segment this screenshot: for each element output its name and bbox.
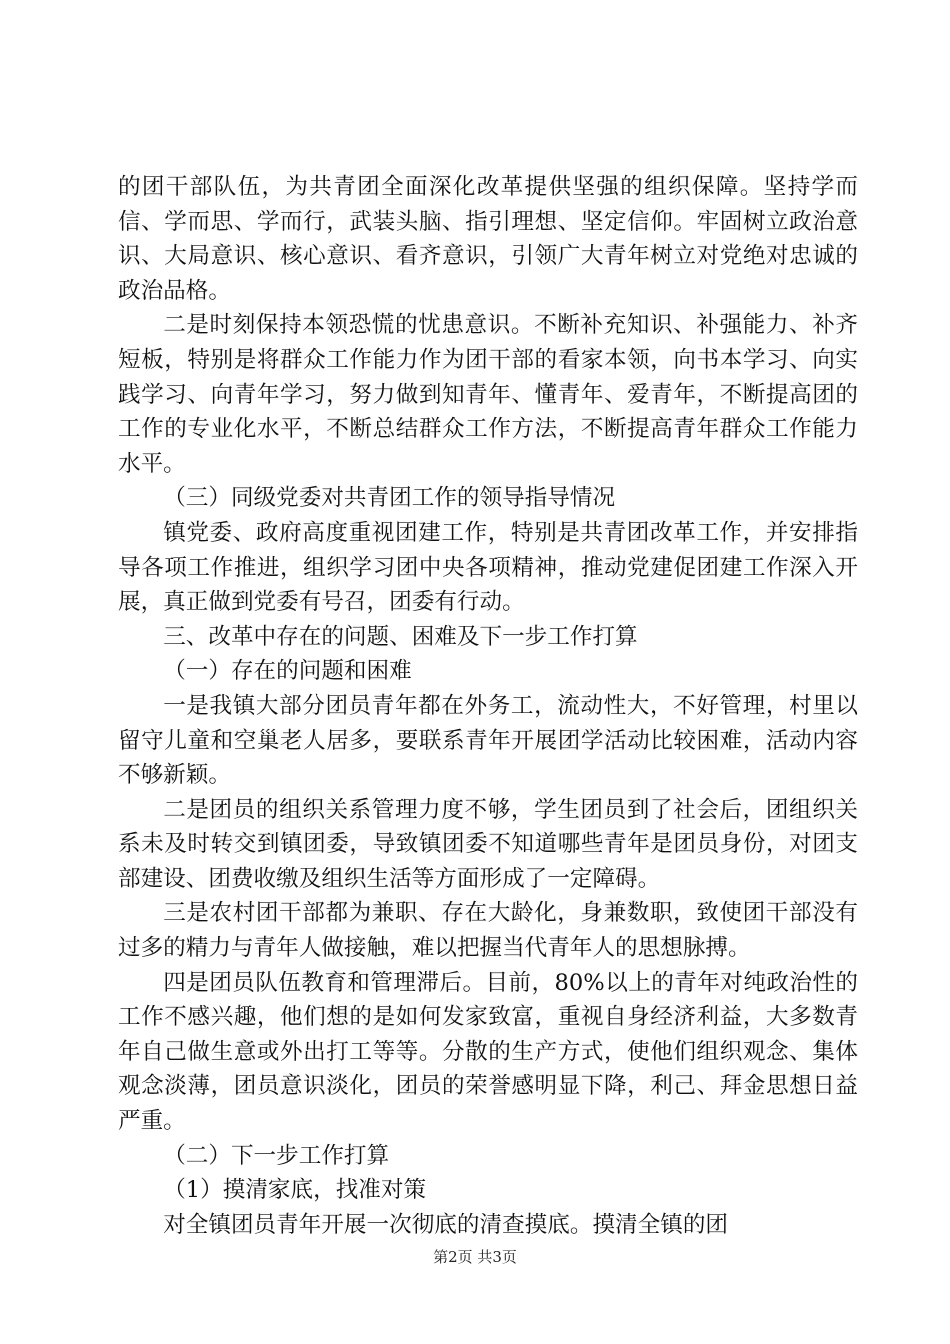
paragraph: 镇党委、政府高度重视团建工作，特别是共青团改革工作，并安排指导各项工作推进，组织学习团中央各项精神，推动党建促团建工作深入开展，真正做到党委有号召，团委有行动。 bbox=[118, 519, 858, 616]
paragraph: 对全镇团员青年开展一次彻底的清查摸底。摸清全镇的团 bbox=[163, 1211, 729, 1238]
paragraph: 三是农村团干部都为兼职、存在大龄化，身兼数职，致使团干部没有过多的精力与青年人做接触，难以把握当代青年人的思想脉搏。 bbox=[118, 900, 858, 962]
section-heading: （三）同级党委对共青团工作的领导指导情况 bbox=[163, 485, 616, 512]
paragraph: 一是我镇大部分团员青年都在外务工，流动性大，不好管理，村里以留守儿童和空巢老人居多，要联系青年开展团学活动比较困难，活动内容不够新颖。 bbox=[118, 692, 858, 789]
paragraph: 二是时刻保持本领恐慌的忧患意识。不断补充知识、补强能力、补齐短板，特别是将群众工作能力作为团干部的看家本领，向书本学习、向实践学习、向青年学习，努力做到知青年、懂青年、爱青年，不断提高团的工作的专业化水平，不断总结群众工作方法，不断提高青年群众工作能力水平。 bbox=[118, 312, 858, 477]
paragraph: 的团干部队伍，为共青团全面深化改革提供坚强的组织保障。坚持学而信、学而思、学而行，武装头脑、指引理想、坚定信仰。牢固树立政治意识、大局意识、核心意识、看齐意识，引领广大青年树立对党绝对忠诚的政治品格。 bbox=[118, 174, 858, 304]
section-heading: （一）存在的问题和困难 bbox=[163, 658, 412, 685]
section-heading: 三、改革中存在的问题、困难及下一步工作打算 bbox=[163, 623, 638, 650]
page-footer bbox=[0, 1246, 950, 1267]
document-body bbox=[118, 170, 858, 1242]
paragraph: 四是团员队伍教育和管理滞后。目前，80%以上的青年对纯政治性的工作不感兴趣，他们想的是如何发家致富，重视自身经济利益，大多数青年自己做生意或外出打工等等。分散的生产方式，使他们组织观念、集体观念淡薄，团员意识淡化，团员的荣誉感明显下降，利己、拜金思想日益严重。 bbox=[118, 969, 858, 1135]
section-heading: （二）下一步工作打算 bbox=[163, 1142, 390, 1169]
paragraph: 二是团员的组织关系管理力度不够，学生团员到了社会后，团组织关系未及时转交到镇团委，导致镇团委不知道哪些青年是团员身份，对团支部建设、团费收缴及组织生活等方面形成了一定障碍。 bbox=[118, 796, 858, 892]
section-heading: （1）摸清家底，找准对策 bbox=[163, 1177, 427, 1204]
page-number-label: 第2页 共3页 bbox=[433, 1248, 517, 1266]
